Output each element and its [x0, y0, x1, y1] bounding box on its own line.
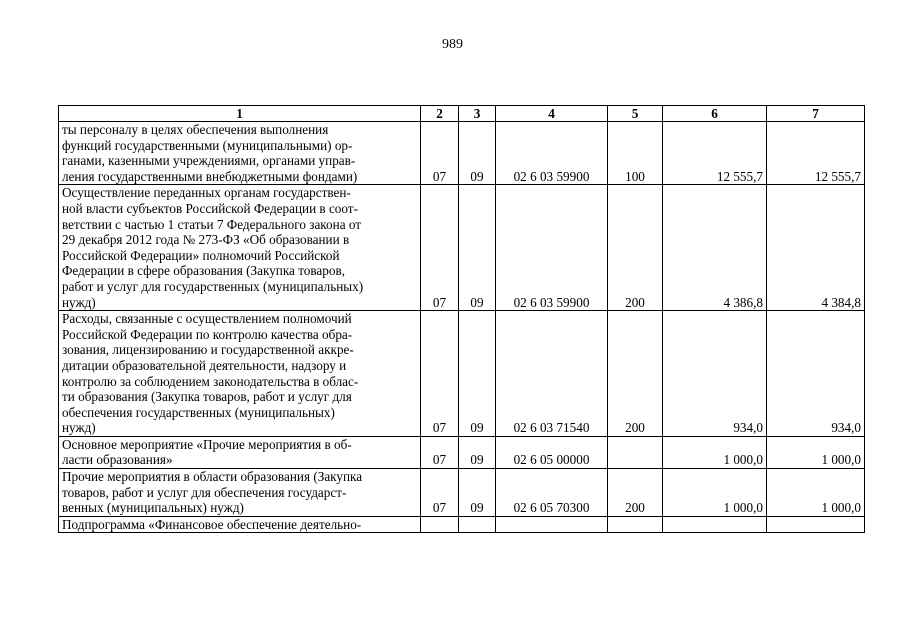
row-subsection: 09: [459, 185, 496, 311]
column-header-2: 2: [421, 106, 459, 122]
row-description: Основное мероприятие «Прочие мероприятия в об- ласти образования»: [59, 436, 421, 468]
row-section: 07: [421, 122, 459, 185]
row-subsection: 09: [459, 122, 496, 185]
row-value-6: 934,0: [663, 311, 767, 437]
row-value-6: 4 386,8: [663, 185, 767, 311]
row-expense-type: 200: [608, 311, 663, 437]
row-section: 07: [421, 436, 459, 468]
row-expense-type: 100: [608, 122, 663, 185]
row-section: 07: [421, 185, 459, 311]
row-section: 07: [421, 311, 459, 437]
row-subsection: 09: [459, 469, 496, 517]
budget-table: [58, 105, 865, 533]
row-subsection: 09: [459, 311, 496, 437]
row-value-6: 1 000,0: [663, 469, 767, 517]
row-target-code: [496, 516, 608, 533]
column-header-1: 1: [59, 106, 421, 122]
row-section: [421, 516, 459, 533]
row-target-code: 02 6 05 70300: [496, 469, 608, 517]
row-target-code: 02 6 03 71540: [496, 311, 608, 437]
table-row: [59, 122, 865, 185]
header-row: [59, 106, 865, 122]
row-description: Подпрограмма «Финансовое обеспечение деятельно-: [59, 516, 421, 533]
row-expense-type: 200: [608, 185, 663, 311]
row-description: Расходы, связанные с осуществлением полномочий Российской Федерации по контролю качества обра- зования, лицензированию и государственной аккре- дитации образовательной деятельности, надзору и контролю за соблюдением законодательства в облас- ти образования (Закупка товаров, работ и услуг для обеспечения государственных (муниципальных) нужд): [59, 311, 421, 437]
row-value-7: 12 555,7: [767, 122, 865, 185]
row-expense-type: 200: [608, 469, 663, 517]
table-row: [59, 185, 865, 311]
row-value-7: 1 000,0: [767, 436, 865, 468]
row-description: Осуществление переданных органам государствен- ной власти субъектов Российской Федерации в соот- ветствии с частью 1 статьи 7 Федерального закона от 29 декабря 2012 года № 273-ФЗ «Об образовании в Российской Федерации» полномочий Российской Федерации в сфере образования (Закупка товаров, работ и услуг для государственных (муниципальных) нужд): [59, 185, 421, 311]
row-target-code: 02 6 03 59900: [496, 185, 608, 311]
row-value-7: [767, 516, 865, 533]
column-header-4: 4: [496, 106, 608, 122]
table-row: [59, 516, 865, 533]
row-target-code: 02 6 03 59900: [496, 122, 608, 185]
row-subsection: [459, 516, 496, 533]
row-section: 07: [421, 469, 459, 517]
row-target-code: 02 6 05 00000: [496, 436, 608, 468]
row-value-7: 934,0: [767, 311, 865, 437]
row-value-7: 4 384,8: [767, 185, 865, 311]
row-description: ты персоналу в целях обеспечения выполнения функций государственными (муниципальными) ор- ганами, казенными учреждениями, органами управ- ления государственными внебюджетными фондами): [59, 122, 421, 185]
row-value-6: [663, 516, 767, 533]
column-header-3: 3: [459, 106, 496, 122]
page-number: 989: [442, 37, 463, 52]
row-value-7: 1 000,0: [767, 469, 865, 517]
row-description: Прочие мероприятия в области образования (Закупка товаров, работ и услуг для обеспечения государст- венных (муниципальных) нужд): [59, 469, 421, 517]
column-header-7: 7: [767, 106, 865, 122]
column-header-6: 6: [663, 106, 767, 122]
row-subsection: 09: [459, 436, 496, 468]
table-row: [59, 436, 865, 468]
row-value-6: 12 555,7: [663, 122, 767, 185]
row-expense-type: [608, 436, 663, 468]
table-row: [59, 311, 865, 437]
table-row: [59, 469, 865, 517]
row-value-6: 1 000,0: [663, 436, 767, 468]
column-header-5: 5: [608, 106, 663, 122]
row-expense-type: [608, 516, 663, 533]
